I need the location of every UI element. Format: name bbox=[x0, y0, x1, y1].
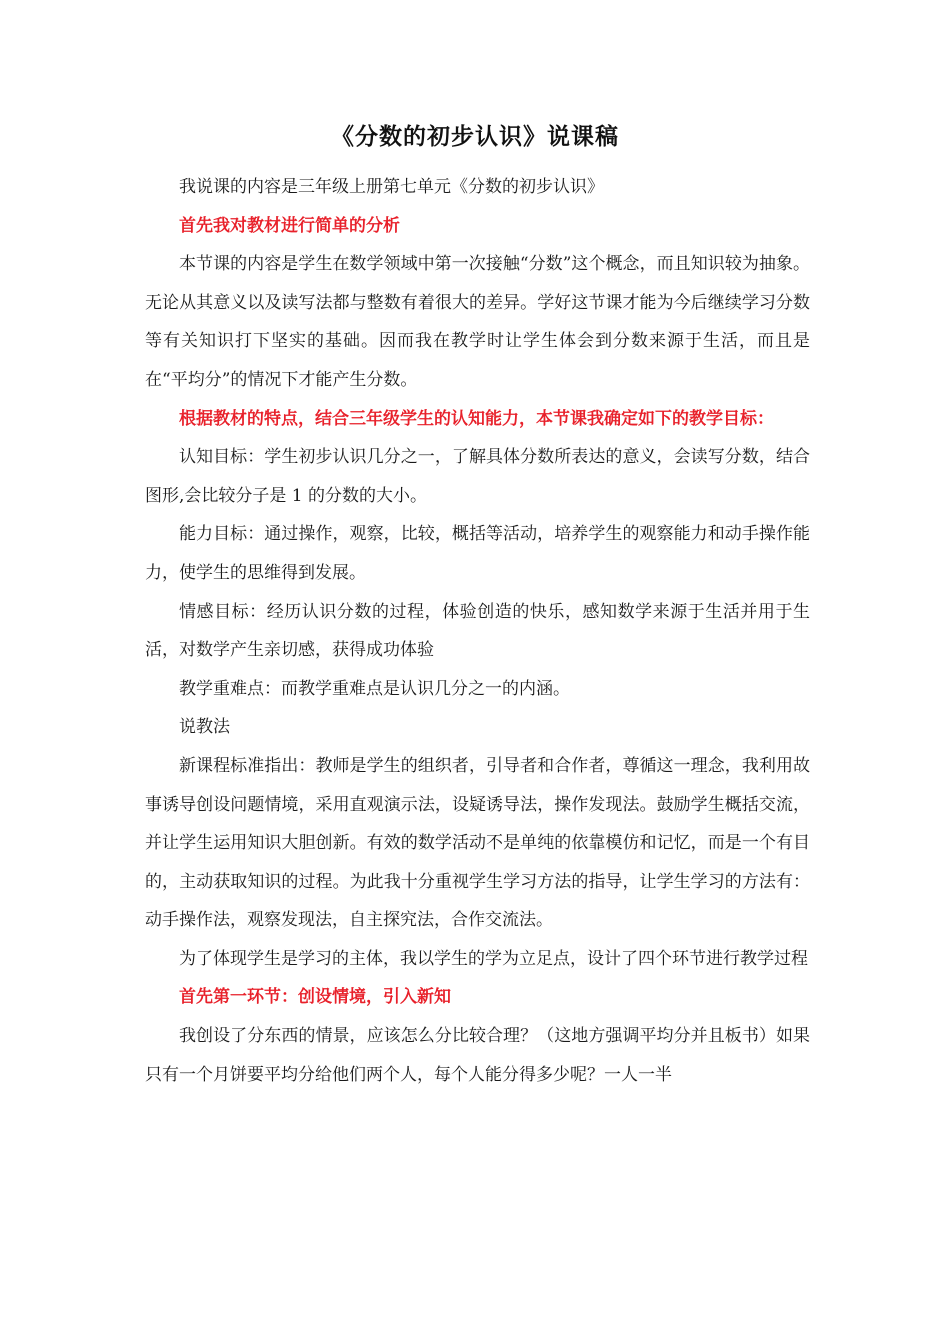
section-heading-step-one: 首先第一环节：创设情境，引入新知 bbox=[179, 987, 451, 1008]
paragraph-material: 本节课的内容是学生在数学领域中第一次接触“分数”这个概念，而且知识较为抽象。无论从其意义以及读写法都与整数有着很大的差异。学好这节课才能为今后继续学习分数等有关知识打下坚实的基础。因而我在教学时让学生体会到分数来源于生活，而且是在“平均分”的情况下才能产生分数。 bbox=[145, 254, 810, 390]
document-body bbox=[145, 168, 810, 1094]
paragraph-teaching-method-heading: 说教法 bbox=[179, 717, 230, 738]
paragraph-ability-goal: 能力目标：通过操作，观察，比较，概括等活动，培养学生的观察能力和动手操作能力，使学生的思维得到发展。 bbox=[145, 524, 810, 583]
paragraph-teaching-method: 新课程标准指出：教师是学生的组织者，引导者和合作者，尊循这一理念，我利用故事诱导创设问题情境，采用直观演示法，设疑诱导法，操作发现法。鼓励学生概括交流，并让学生运用知识大胆创新。有效的数学活动不是单纯的依靠模仿和记忆，而是一个有目的，主动获取知识的过程。为此我十分重视学生学习方法的指导，让学生学习的方法有：动手操作法，观察发现法，自主探究法，合作交流法。 bbox=[145, 755, 810, 931]
paragraph-key-points: 教学重难点：而教学重难点是认识几分之一的内涵。 bbox=[179, 678, 570, 699]
paragraph-intro: 我说课的内容是三年级上册第七单元《分数的初步认识》 bbox=[179, 177, 604, 197]
paragraph-emotional-goal: 情感目标：经历认识分数的过程，体验创造的快乐，感知数学来源于生活并用于生活，对数学产生亲切感，获得成功体验 bbox=[145, 601, 810, 661]
section-heading-analysis: 首先我对教材进行简单的分析 bbox=[179, 215, 400, 236]
document-title: 《分数的初步认识》说课稿 bbox=[331, 124, 619, 150]
paragraph-cognitive-goal: 认知目标：学生初步认识几分之一，了解具体分数所表达的意义，会读写分数，结合图形,会比较分子是 1 的分数的大小。 bbox=[145, 447, 810, 506]
section-heading-goals: 根据教材的特点，结合三年级学生的认知能力，本节课我确定如下的教学目标： bbox=[179, 408, 774, 429]
paragraph-scenario: 我创设了分东西的情景，应该怎么分比较合理？（这地方强调平均分并且板书）如果只有一个月饼要平均分给他们两个人，每个人能分得多少呢？一人一半 bbox=[145, 1026, 810, 1085]
paragraph-process-intro: 为了体现学生是学习的主体，我以学生的学为立足点，设计了四个环节进行教学过程 bbox=[179, 948, 808, 969]
